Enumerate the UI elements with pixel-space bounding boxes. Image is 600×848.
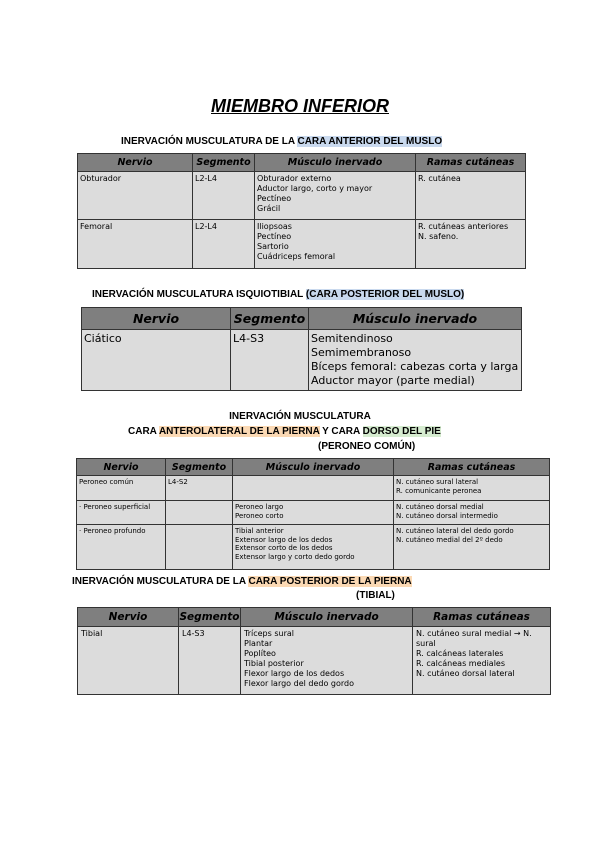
section4-heading-highlight: CARA POSTERIOR DE LA PIERNA [248,576,412,587]
section2-heading-highlight: (CARA POSTERIOR DEL MUSLO) [305,289,465,300]
table-row [78,220,526,269]
cell-segmento: L2-L4 [193,172,255,220]
cell-musculos [255,220,416,269]
branch-item: N. cutáneo dorsal lateral [416,669,515,678]
muscle-item: Flexor largo de los dedos [244,669,345,678]
table-header-row [78,154,526,172]
branch-item: R. calcáneas laterales [416,649,504,658]
cell-ramas [394,476,550,501]
muscle-item: Sartorio [257,242,289,251]
cell-ramas [416,220,526,269]
col-header-musculo: Músculo inervado [255,154,416,172]
col-header-nervio: Nervio [78,608,179,627]
section3-heading-prefix: CARA [128,426,159,437]
muscle-item: Plantar [244,639,273,648]
section3-heading-highlight1: ANTEROLATERAL DE LA PIERNA [158,426,320,437]
muscle-item: Extensor largo y corto dedo gordo [235,552,355,561]
col-header-ramas: Ramas cutáneas [413,608,551,627]
cell-musculos [309,330,522,391]
table-anterior-thigh [77,153,526,269]
cell-ramas [413,627,551,695]
table-header-row [82,308,522,330]
cell-segmento [166,525,233,570]
table-header-row [78,608,551,627]
cell-ramas [394,525,550,570]
branch-item: R. calcáneas mediales [416,659,506,668]
cell-musculos [233,476,394,501]
muscle-item: Aductor largo, corto y mayor [257,184,373,193]
table-row [78,172,526,220]
muscle-item: Grácil [257,204,281,213]
muscle-item: Cuádriceps femoral [257,252,336,261]
muscle-item: Flexor largo del dedo gordo [244,679,354,688]
col-header-ramas: Ramas cutáneas [394,459,550,476]
col-header-musculo: Músculo inervado [309,308,522,330]
muscle-item: Bíceps femoral: cabezas corta y larga [311,360,519,373]
table-row [77,501,550,525]
muscle-item: Poplíteo [244,649,276,658]
muscle-item: Semitendinoso [311,332,393,345]
table-row [78,627,551,695]
section3-heading-line2 [128,426,441,437]
section3-heading-middle: Y CARA [319,426,363,437]
col-header-musculo: Músculo inervado [233,459,394,476]
page-title: MIEMBRO INFERIOR [211,96,389,116]
col-header-segmento: Segmento [166,459,233,476]
branch-item: N. cutáneo dorsal intermedio [396,511,498,520]
cell-nervio: Ciático [82,330,231,391]
muscle-item: Obturador externo [257,174,332,183]
cell-segmento: L4-S3 [231,330,309,391]
muscle-item: Peroneo largo [235,503,284,511]
muscle-item: Extensor largo de los dedos [235,535,333,544]
col-header-nervio: Nervio [78,154,193,172]
muscle-item: Peroneo corto [235,511,284,520]
cell-nervio: · Peroneo profundo [77,525,166,570]
cell-nervio: · Peroneo superficial [77,501,166,525]
cell-segmento: L2-L4 [193,220,255,269]
table-posterior-thigh [81,307,522,391]
branch-item: N. cutáneo lateral del dedo gordo [396,527,514,535]
cell-nervio: Tibial [78,627,179,695]
table-row [77,525,550,570]
table-anterolateral-leg [76,458,550,570]
muscle-item: Tibial posterior [244,659,304,668]
branch-item: N. cutáneo sural medial → N. sural [416,629,532,648]
branch-item: R. cutáneas anteriores [418,222,509,231]
col-header-segmento: Segmento [231,308,309,330]
cell-ramas [416,172,526,220]
cell-musculos [233,525,394,570]
section1-heading [121,136,442,147]
col-header-nervio: Nervio [82,308,231,330]
col-header-segmento: Segmento [179,608,241,627]
branch-item: N. cutáneo sural lateral [396,478,479,486]
section4-heading-line2: (TIBIAL) [356,590,395,601]
cell-nervio: Peroneo común [77,476,166,501]
section2-heading [92,289,464,300]
muscle-item: Tibial anterior [235,527,284,535]
table-row [77,476,550,501]
cell-musculos [233,501,394,525]
section1-heading-highlight: CARA ANTERIOR DEL MUSLO [297,136,443,147]
muscle-item: Pectíneo [257,232,292,241]
table-posterior-leg [77,607,551,695]
section3-heading-line3: (PERONEO COMÚN) [318,441,416,452]
branch-item: N. safeno. [418,232,459,241]
cell-segmento: L4-S3 [179,627,241,695]
muscle-item: Semimembranoso [311,346,412,359]
muscle-item: Tríceps sural [244,629,294,638]
col-header-ramas: Ramas cutáneas [416,154,526,172]
branch-item: R. comunicante peronea [396,486,482,495]
col-header-segmento: Segmento [193,154,255,172]
section3-heading-line1: INERVACIÓN MUSCULATURA [229,411,371,422]
cell-segmento [166,501,233,525]
table-header-row [77,459,550,476]
branch-item: N. cutáneo medial del 2º dedo [396,535,503,544]
col-header-nervio: Nervio [77,459,166,476]
section2-heading-prefix: INERVACIÓN MUSCULATURA ISQUIOTIBIAL [92,289,306,300]
section4-heading [72,576,412,587]
cell-ramas [394,501,550,525]
cell-musculos [255,172,416,220]
section4-heading-prefix: INERVACIÓN MUSCULATURA DE LA [72,576,249,587]
cell-musculos [241,627,413,695]
muscle-item: Extensor corto de los dedos [235,544,333,553]
muscle-item: Pectíneo [257,194,292,203]
section3-heading-highlight2: DORSO DEL PIE [362,426,441,437]
cell-nervio: Obturador [78,172,193,220]
cell-segmento: L4-S2 [166,476,233,501]
muscle-item: Aductor mayor (parte medial) [311,374,475,387]
table-row [82,330,522,391]
branch-item: R. cutánea [418,174,461,183]
muscle-item: Iliopsoas [257,222,292,231]
col-header-musculo: Músculo inervado [241,608,413,627]
cell-nervio: Femoral [78,220,193,269]
section1-heading-prefix: INERVACIÓN MUSCULATURA DE LA [121,136,298,147]
branch-item: N. cutáneo dorsal medial [396,503,484,511]
